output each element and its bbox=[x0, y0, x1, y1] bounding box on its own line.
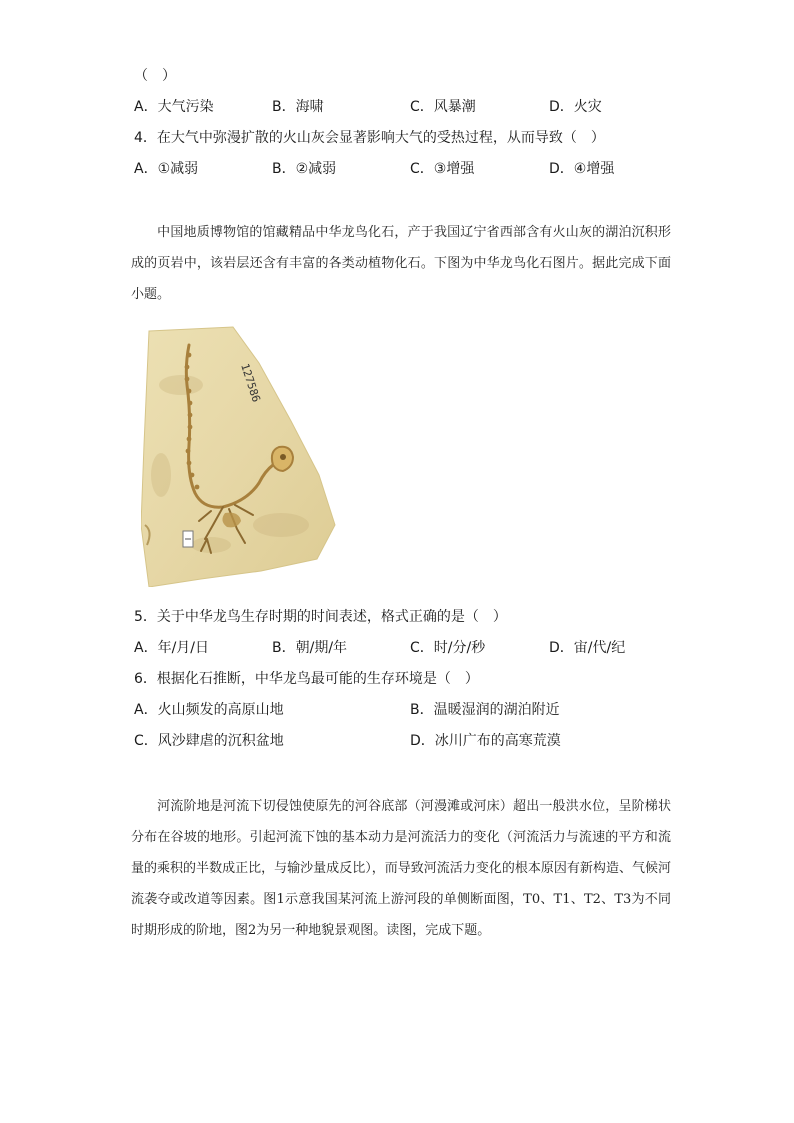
q5-option-a: A．年/月/日 bbox=[134, 640, 210, 656]
q5-option-c: C．时/分/秒 bbox=[410, 640, 486, 656]
q3-answer-bracket: （ ） bbox=[134, 68, 176, 84]
q4-stem: 4．在大气中弥漫扩散的火山灰会显著影响大气的受热过程，从而导致（ ） bbox=[134, 130, 605, 146]
specimen-number-label: 127586 bbox=[238, 361, 263, 404]
passage-fossil-text: 中国地质博物馆的馆藏精品中华龙鸟化石，产于我国辽宁省西部含有火山灰的湖泊沉积形成的页岩中，该岩层还含有丰富的各类动植物化石。下图为中华龙鸟化石图片。据此完成下面小题。 bbox=[131, 225, 671, 302]
q3-option-d: D．火灾 bbox=[549, 99, 602, 115]
passage-river-terrace-text: 河流阶地是河流下切侵蚀使原先的河谷底部（河漫滩或河床）超出一般洪水位，呈阶梯状分布在谷坡的地形。引起河流下蚀的基本动力是河流活力的变化（河流活力与流速的平方和流量的乘积的半数成正比，与输沙量成反比），而导致河流活力变化的根本原因有新构造、气候河流袭夺或改道等因素。图1示意我国某河流上游河段的单侧断面图，T0、T1、T2、T3为不同时期形成的阶地，图2为另一种地貌景观图。读图，完成下题。 bbox=[131, 799, 671, 938]
q6-option-a: A．火山频发的高原山地 bbox=[134, 702, 284, 718]
q3-option-c: C．风暴潮 bbox=[410, 99, 476, 115]
q4-option-a: A．①减弱 bbox=[134, 161, 199, 177]
q4-option-c: C．③增强 bbox=[410, 161, 475, 177]
q4-option-b: B．②减弱 bbox=[272, 161, 337, 177]
q5-stem: 5．关于中华龙鸟生存时期的时间表述，格式正确的是（ ） bbox=[134, 609, 507, 625]
q4-option-d: D．④增强 bbox=[549, 161, 615, 177]
q6-option-d: D．冰川广布的高寒荒漠 bbox=[410, 733, 561, 749]
passage-fossil bbox=[131, 217, 671, 310]
q6-stem: 6．根据化石推断，中华龙鸟最可能的生存环境是（ ） bbox=[134, 671, 479, 687]
sinosauropteryx-fossil-image bbox=[141, 325, 336, 587]
passage-river-terrace bbox=[131, 791, 671, 946]
q3-option-a: A．大气污染 bbox=[134, 99, 214, 115]
q5-option-d: D．宙/代/纪 bbox=[549, 640, 626, 656]
q3-option-b: B．海啸 bbox=[272, 99, 324, 115]
q6-option-c: C．风沙肆虐的沉积盆地 bbox=[134, 733, 284, 749]
q6-option-b: B．温暖湿润的湖泊附近 bbox=[410, 702, 560, 718]
q5-option-b: B．朝/期/年 bbox=[272, 640, 348, 656]
